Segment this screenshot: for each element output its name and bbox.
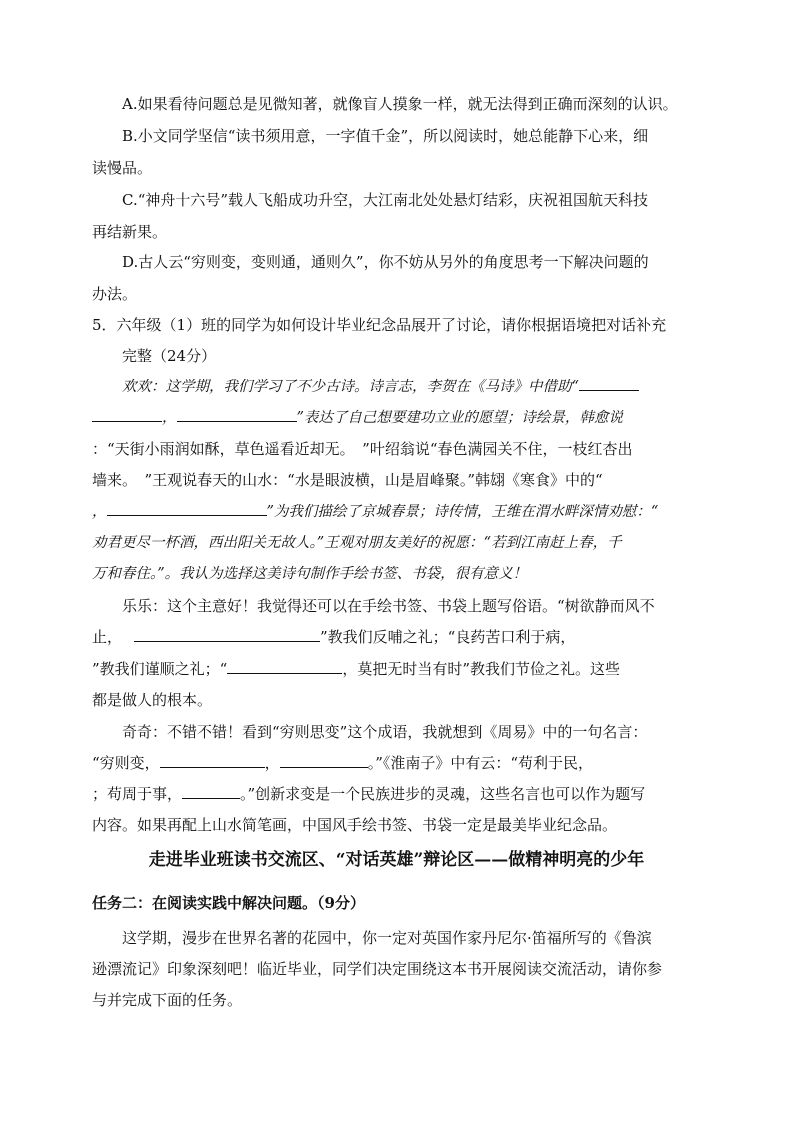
intro-line2: 逊漂流记》印象深刻吧！临近毕业，同学们决定围绕这本书开展阅读交流活动，请你参 — [92, 960, 663, 978]
huanhuan-line3: ：“天街小雨润如酥，草色遥看近却无。 ”叶绍翁说“春色满园关不住，一枝红杏出 — [92, 440, 633, 458]
qiqi-line4: 内容。如果再配上山水简笔画，中国风手绘书签、书袋一定是最美毕业纪念品。 — [92, 816, 618, 834]
lele-line1: 乐乐：这个主意好！我觉得还可以在手绘书签、书袋上题写俗语。“树欲静而风不 — [122, 597, 655, 615]
lele-line2 — [92, 621, 702, 653]
option-d-line1: D.古人云“穷则变，变则通，通则久”，你不妨从另外的角度思考一下解决问题的 — [122, 253, 649, 271]
huanhuan-line4: 墙来。 ”王观说春天的山水：“水是眼波横，山是眉峰聚。”韩翃《寒食》中的“ — [92, 471, 603, 489]
qiqi-line3 — [92, 778, 702, 810]
huanhuan-text: ， — [162, 410, 177, 426]
qiqi-line2 — [92, 747, 702, 779]
option-c-line1: C.“神舟十六号”载人飞船成功升空，大江南北处处悬灯结彩，庆祝祖国航天科技 — [122, 191, 649, 209]
question-5-score: 完整（24分） — [122, 347, 217, 365]
intro-line1: 这学期，漫步在世界名著的花园中，你一定对英国作家丹尼尔·笛福所写的《鲁滨 — [122, 929, 652, 947]
qiqi-line1: 奇奇：不错不错！看到“穷则思变”这个成语，我就想到《周易》中的一句名言： — [122, 723, 648, 741]
qiqi-text: ；苟周于事， — [92, 785, 183, 803]
huanhuan-line2 — [92, 402, 702, 434]
answer-blank[interactable] — [134, 627, 320, 642]
answer-blank[interactable] — [92, 407, 162, 422]
huanhuan-line7: 万和春住。”。我认为选择这美诗句制作手绘书签、书袋，很有意义！ — [92, 566, 528, 582]
qiqi-text: “穷则变， — [92, 754, 160, 772]
huanhuan-text: ”表达了自己想要建功立业的愿望；诗绘景，韩愈说 — [296, 410, 623, 426]
section-heading: 走进毕业班读书交流区、“对话英雄”辩论区——做精神明亮的少年 — [148, 850, 645, 870]
option-c-line2: 再结新果。 — [92, 223, 168, 241]
huanhuan-line1 — [122, 371, 702, 403]
answer-blank[interactable] — [182, 784, 240, 799]
option-a: A.如果看待问题总是见微知著，就像盲人摸象一样，就无法得到正确而深刻的认识。 — [122, 95, 678, 113]
answer-blank[interactable] — [160, 753, 265, 768]
qiqi-text: ， — [264, 754, 280, 772]
lele-text: 止， — [92, 628, 123, 646]
huanhuan-text: ， — [92, 504, 107, 520]
lele-text: ”教我们谨顺之礼；“ — [92, 660, 228, 678]
huanhuan-text: 欢欢：这学期，我们学习了不少古诗。诗言志，李贺在《马诗》中借助“ — [122, 379, 579, 395]
question-5-stem: 5．六年级（1）班的同学为如何设计毕业纪念品展开了讨论，请你根据语境把对话补充 — [92, 316, 667, 334]
lele-text: ，莫把无时当有时”教我们节俭之礼。这些 — [342, 660, 621, 678]
answer-blank[interactable] — [579, 376, 639, 391]
answer-blank[interactable] — [107, 501, 267, 516]
task-two-title: 任务二：在阅读实践中解决问题。（9分） — [92, 894, 365, 912]
huanhuan-line5 — [92, 496, 702, 528]
answer-blank[interactable] — [280, 753, 368, 768]
qiqi-text: 。”《淮南子》中有云：“苟利于民， — [367, 754, 594, 772]
lele-line3 — [92, 653, 702, 685]
answer-blank[interactable] — [227, 659, 342, 674]
answer-blank[interactable] — [177, 407, 297, 422]
qiqi-text: 。”创新求变是一个民族进步的灵魂，这些名言也可以作为题写 — [240, 785, 646, 803]
intro-line3: 与并完成下面的任务。 — [92, 991, 243, 1009]
huanhuan-line6: 劝君更尽一杯酒，西出阳关无故人。”王观对朋友美好的祝愿：“若到江南赶上春，千 — [92, 535, 622, 551]
lele-text: ”教我们反哺之礼；“良药苦口利于病， — [320, 628, 576, 646]
option-d-line2: 办法。 — [92, 285, 138, 303]
lele-line4: 都是做人的根本。 — [92, 691, 213, 709]
option-b-line1: B.小文同学坚信“读书须用意，一字值千金”，所以阅读时，她总能静下心来，细 — [122, 127, 649, 145]
huanhuan-text: ”为我们描绘了京城春景；诗传情，王维在渭水畔深情劝慰：“ — [266, 504, 659, 520]
option-b-line2: 读慢品。 — [92, 159, 153, 177]
